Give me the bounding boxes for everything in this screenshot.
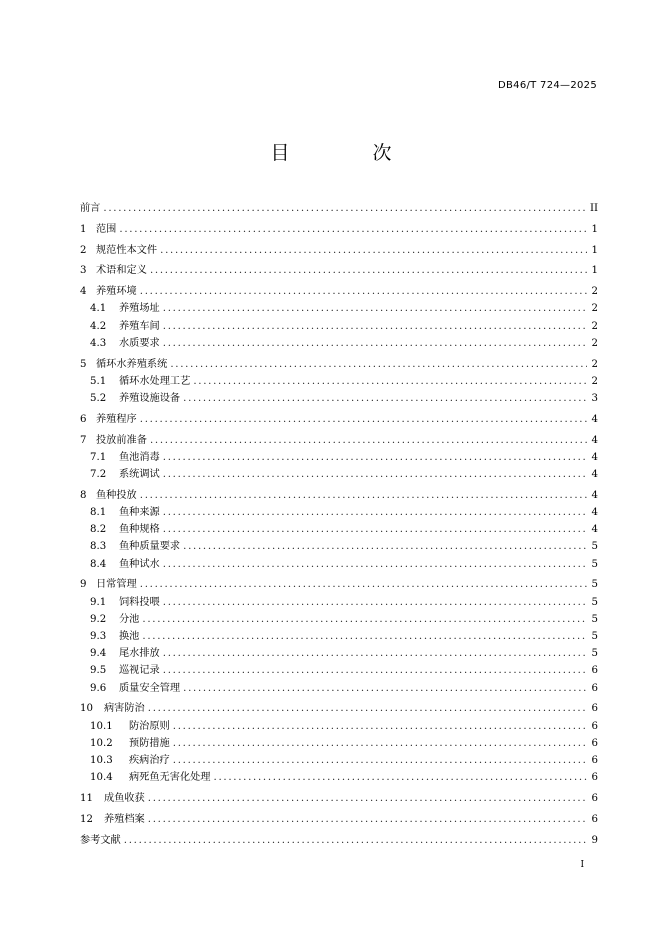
toc-entry-label: 水质要求 (119, 337, 160, 349)
toc-entry-label: 鱼种质量要求 (119, 541, 181, 553)
dot-leader (183, 390, 587, 407)
toc-entry-number: 5.2 (90, 393, 107, 404)
dot-leader (214, 769, 588, 786)
toc-entry-page: 1 (591, 244, 598, 256)
dot-leader (193, 373, 587, 390)
toc-entry[interactable] (80, 504, 598, 521)
dot-leader (163, 466, 587, 483)
toc-entry-label: 前言 (80, 203, 101, 214)
toc-entry-label: 规范性本文件 (96, 244, 158, 256)
toc-entry[interactable] (80, 373, 598, 390)
toc-entry-page: 6 (591, 793, 598, 805)
toc-entry-page: 3 (591, 393, 598, 404)
toc-entry-number: 8.3 (90, 541, 107, 553)
toc-entry-label: 鱼种来源 (119, 507, 160, 518)
toc-entry-number: 8.2 (90, 524, 107, 536)
toc-entry[interactable] (80, 538, 598, 555)
toc-entry[interactable] (80, 335, 598, 352)
toc-entry-page: 4 (591, 451, 598, 463)
toc-entry-number: 9.2 (90, 613, 107, 625)
toc-entry[interactable] (80, 521, 598, 538)
toc-entry-label: 病死鱼无害化处理 (129, 772, 211, 784)
toc-entry-label: 循环水处理工艺 (119, 375, 191, 387)
toc-entry-label: 范围 (96, 223, 117, 235)
dot-leader (148, 811, 587, 828)
toc-entry-page: 2 (591, 375, 598, 387)
toc-entry-number: 7.1 (90, 451, 107, 463)
toc-entry-number: 9.4 (90, 648, 107, 660)
toc-entry-label: 养殖档案 (104, 813, 145, 825)
toc-entry-label: 循环水养殖系统 (96, 358, 168, 370)
dot-leader (173, 735, 587, 752)
dot-leader (140, 283, 587, 300)
dot-leader (163, 504, 587, 521)
dot-leader (140, 487, 587, 504)
toc-entry-label: 鱼种试水 (119, 558, 160, 570)
toc-entry-number: 10.4 (90, 772, 113, 784)
toc-entry-page: 2 (591, 303, 598, 315)
dot-leader (142, 611, 587, 628)
toc-entry-number: 10.2 (90, 737, 113, 749)
toc-entry[interactable] (80, 718, 598, 735)
toc-entry-number: 2 (80, 244, 87, 256)
dot-leader (103, 200, 587, 217)
toc-entry-number: 9.1 (90, 596, 107, 608)
toc-entry-number: 1 (80, 223, 87, 235)
toc-entry-page: 5 (591, 579, 598, 591)
toc-entry-number: 4 (80, 286, 87, 298)
toc-entry-page: 6 (591, 813, 598, 825)
toc-entry-label: 养殖程序 (96, 413, 137, 425)
standard-code: DB46/T 724—2025 (498, 80, 597, 91)
dot-leader (163, 556, 587, 573)
dot-leader (163, 318, 587, 335)
toc-entry-number: 4.3 (90, 337, 107, 349)
toc-entry-label: 预防措施 (129, 737, 170, 749)
dot-leader (124, 832, 587, 849)
toc-entry[interactable] (80, 556, 598, 573)
toc-entry-label: 成鱼收获 (104, 793, 145, 805)
toc-entry-label: 投放前准备 (96, 434, 147, 446)
toc-entry-page: 6 (591, 772, 598, 784)
toc-entry[interactable] (80, 645, 598, 662)
toc-entry[interactable] (80, 283, 598, 300)
toc-entry-number: 10.1 (90, 720, 113, 732)
toc-entry-page: 5 (591, 648, 598, 660)
toc-entry-number: 4.1 (90, 303, 107, 315)
toc-entry-label: 分池 (119, 613, 140, 625)
toc-entry-number: 10.3 (90, 755, 113, 767)
dot-leader (150, 432, 587, 449)
toc-entry-page: 4 (591, 524, 598, 536)
toc-entry-label: 鱼种规格 (119, 524, 160, 536)
toc-entry-number: 6 (80, 413, 87, 425)
toc-entry-page: 6 (591, 737, 598, 749)
toc-entry-label: 日常管理 (96, 579, 137, 591)
toc-entry-label: 防治原则 (129, 720, 170, 732)
toc-entry[interactable] (80, 811, 598, 828)
toc-entry-number: 9.6 (90, 682, 107, 694)
dot-leader (140, 411, 587, 428)
toc-entry-label: 养殖环境 (96, 286, 137, 298)
toc-entry[interactable] (80, 487, 598, 504)
dot-leader (150, 262, 587, 279)
toc-entry-page: 2 (591, 337, 598, 349)
toc-entry-page: 9 (591, 834, 598, 846)
toc-entry-page: 6 (591, 703, 598, 715)
table-of-contents (80, 200, 598, 849)
toc-entry[interactable] (80, 662, 598, 679)
toc-entry-number: 12 (80, 813, 93, 825)
toc-entry-page: 5 (591, 596, 598, 608)
toc-entry-page: 4 (591, 434, 598, 446)
toc-entry[interactable] (80, 832, 598, 849)
dot-leader (173, 752, 587, 769)
toc-entry-page: 4 (591, 469, 598, 480)
toc-entry[interactable] (80, 752, 598, 769)
dot-leader (119, 221, 587, 238)
dot-leader (142, 628, 587, 645)
toc-entry-page: 4 (591, 489, 598, 501)
toc-entry-label: 尾水排放 (119, 648, 160, 660)
toc-entry-number: 9.3 (90, 631, 107, 643)
toc-entry-number: 8 (80, 489, 87, 501)
toc-entry-label: 鱼池消毒 (119, 451, 160, 463)
toc-entry-page: 1 (591, 223, 598, 235)
toc-entry-label: 养殖车间 (119, 320, 160, 332)
dot-leader (183, 538, 587, 555)
dot-leader (148, 700, 587, 717)
toc-entry[interactable] (80, 466, 598, 483)
page-title: 目 次 (270, 142, 424, 164)
dot-leader (183, 680, 587, 697)
toc-entry-label: 病害防治 (104, 703, 145, 715)
toc-entry-page: 5 (591, 541, 598, 553)
page-number: I (580, 860, 584, 870)
toc-entry-number: 8.1 (90, 507, 107, 518)
toc-entry-page: 4 (591, 413, 598, 425)
toc-entry[interactable] (80, 221, 598, 238)
toc-entry[interactable] (80, 356, 598, 373)
toc-entry-page: 6 (591, 682, 598, 694)
toc-entry-number: 4.2 (90, 320, 107, 332)
toc-entry-label: 参考文献 (80, 834, 121, 846)
dot-leader (140, 576, 587, 593)
dot-leader (163, 300, 587, 317)
toc-entry-page: 6 (591, 720, 598, 732)
toc-entry-page: II (589, 203, 598, 214)
toc-entry-label: 术语和定义 (96, 265, 147, 277)
toc-entry-number: 5 (80, 358, 87, 370)
dot-leader (173, 718, 587, 735)
dot-leader (170, 356, 587, 373)
toc-entry[interactable] (80, 769, 598, 786)
toc-entry-label: 疾病治疗 (129, 755, 170, 767)
toc-entry-number: 8.4 (90, 558, 107, 570)
toc-entry-label: 质量安全管理 (119, 682, 181, 694)
dot-leader (163, 449, 587, 466)
toc-entry[interactable] (80, 790, 598, 807)
toc-entry-number: 11 (80, 793, 93, 805)
toc-entry-page: 5 (591, 613, 598, 625)
dot-leader (163, 645, 587, 662)
toc-entry-page: 5 (591, 558, 598, 570)
toc-entry-number: 9.5 (90, 665, 107, 677)
toc-entry[interactable] (80, 200, 598, 217)
toc-entry[interactable] (80, 449, 598, 466)
toc-entry[interactable] (80, 390, 598, 407)
toc-entry[interactable] (80, 576, 598, 593)
toc-entry[interactable] (80, 318, 598, 335)
toc-entry[interactable] (80, 300, 598, 317)
dot-leader (163, 521, 587, 538)
toc-entry-label: 养殖设施设备 (119, 393, 181, 404)
toc-entry-page: 5 (591, 631, 598, 643)
toc-entry[interactable] (80, 700, 598, 717)
dot-leader (163, 662, 587, 679)
toc-entry[interactable] (80, 680, 598, 697)
dot-leader (160, 242, 587, 259)
toc-entry-page: 2 (591, 358, 598, 370)
toc-entry-label: 巡视记录 (119, 665, 160, 677)
toc-entry[interactable] (80, 611, 598, 628)
toc-entry-number: 7 (80, 434, 87, 446)
toc-entry[interactable] (80, 242, 598, 259)
toc-entry-page: 2 (591, 286, 598, 298)
toc-entry-number: 5.1 (90, 375, 107, 387)
toc-entry[interactable] (80, 411, 598, 428)
toc-entry-label: 鱼种投放 (96, 489, 137, 501)
toc-entry-number: 9 (80, 579, 87, 591)
toc-entry-label: 养殖场址 (119, 303, 160, 315)
dot-leader (163, 594, 587, 611)
toc-entry[interactable] (80, 735, 598, 752)
toc-entry-page: 4 (591, 507, 598, 518)
toc-entry-label: 系统调试 (119, 469, 160, 480)
toc-entry-page: 6 (591, 755, 598, 767)
dot-leader (163, 335, 587, 352)
toc-entry-label: 饲料投喂 (119, 596, 160, 608)
toc-entry-page: 2 (591, 320, 598, 332)
toc-entry[interactable] (80, 594, 598, 611)
dot-leader (148, 790, 587, 807)
toc-entry[interactable] (80, 432, 598, 449)
toc-entry-number: 7.2 (90, 469, 107, 480)
toc-entry-page: 6 (591, 665, 598, 677)
toc-entry-number: 10 (80, 703, 93, 715)
toc-entry-number: 3 (80, 265, 87, 277)
toc-entry[interactable] (80, 628, 598, 645)
toc-entry-page: 1 (591, 265, 598, 277)
toc-entry[interactable] (80, 262, 598, 279)
toc-entry-label: 换池 (119, 631, 140, 643)
